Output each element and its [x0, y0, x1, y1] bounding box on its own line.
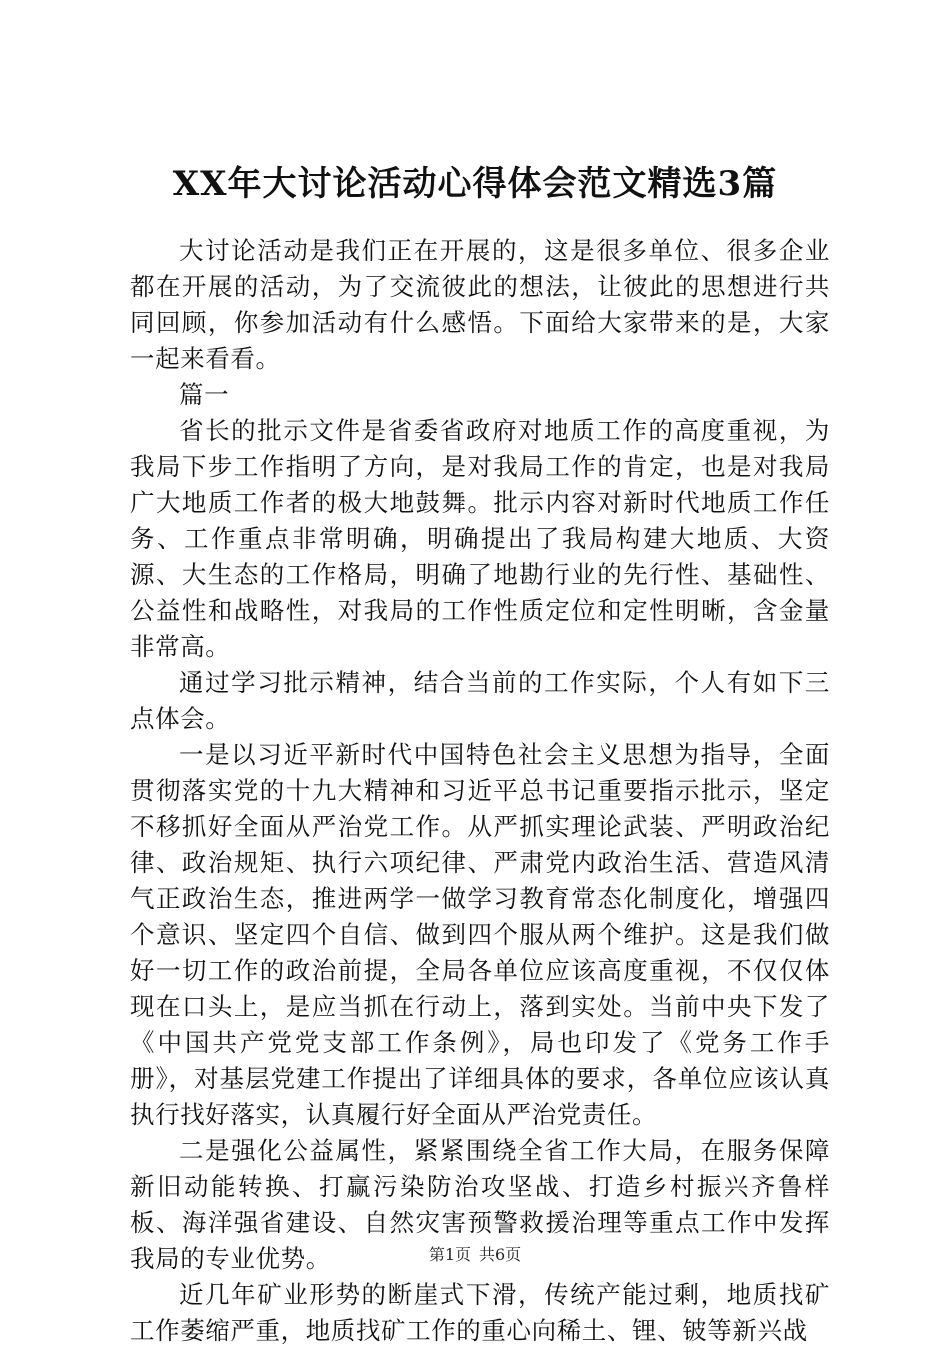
paragraph: 省长的批示文件是省委省政府对地质工作的高度重视，为我局下步工作指明了方向，是对我局工作的肯定，也是对我局广大地质工作者的极大地鼓舞。批示内容对新时代地质工作任务、工作重点非常明确，明确提出了我局构建大地质、大资源、大生态的工作格局，明确了地勘行业的先行性、基础性、公益性和战略性，对我局的工作性质定位和定性明晰，含金量非常高。	[130, 416, 830, 661]
paragraph: 通过学习批示精神，结合当前的工作实际，个人有如下三点体会。	[130, 668, 830, 733]
section-heading-part-one: 篇一	[179, 380, 230, 409]
paragraph-intro: 大讨论活动是我们正在开展的，这是很多单位、很多企业都在开展的活动，为了交流彼此的想法，让彼此的思想进行共同回顾，你参加活动有什么感悟。下面给大家带来的是，大家一起来看看。	[130, 236, 830, 373]
document-body	[130, 233, 830, 1349]
page-footer	[0, 1245, 950, 1265]
paragraph: 一是以习近平新时代中国特色社会主义思想为指导，全面贯彻落实党的十九大精神和习近平总书记重要指示批示，坚定不移抓好全面从严治党工作。从严抓实理论武装、严明政治纪律、政治规矩、执行六项纪律、严肃党内政治生活、营造风清气正政治生态，推进两学一做学习教育常态化制度化，增强四个意识、坚定四个自信、做到四个服从两个维护。这是我们做好一切工作的政治前提，全局各单位应该高度重视，不仅仅体现在口头上，是应当抓在行动上，落到实处。当前中央下发了《中国共产党党支部工作条例》，局也印发了《党务工作手册》，对基层党建工作提出了详细具体的要求，各单位应该认真执行找好落实，认真履行好全面从严治党责任。	[130, 740, 830, 1129]
document-title: XX年大讨论活动心得体会范文精选3篇	[172, 164, 778, 204]
paragraph: 近几年矿业形势的断崖式下滑，传统产能过剩，地质找矿工作萎缩严重，地质找矿工作的重心向稀土、锂、铍等新兴战	[130, 1280, 830, 1345]
page-number: 第1页	[428, 1245, 471, 1264]
paragraph: 二是强化公益属性，紧紧围绕全省工作大局，在服务保障新旧动能转换、打赢污染防治攻坚战、打造乡村振兴齐鲁样板、海洋强省建设、自然灾害预警救援治理等重点工作中发挥我局的专业优势。	[130, 1136, 830, 1273]
page-total: 共6页	[479, 1245, 522, 1264]
